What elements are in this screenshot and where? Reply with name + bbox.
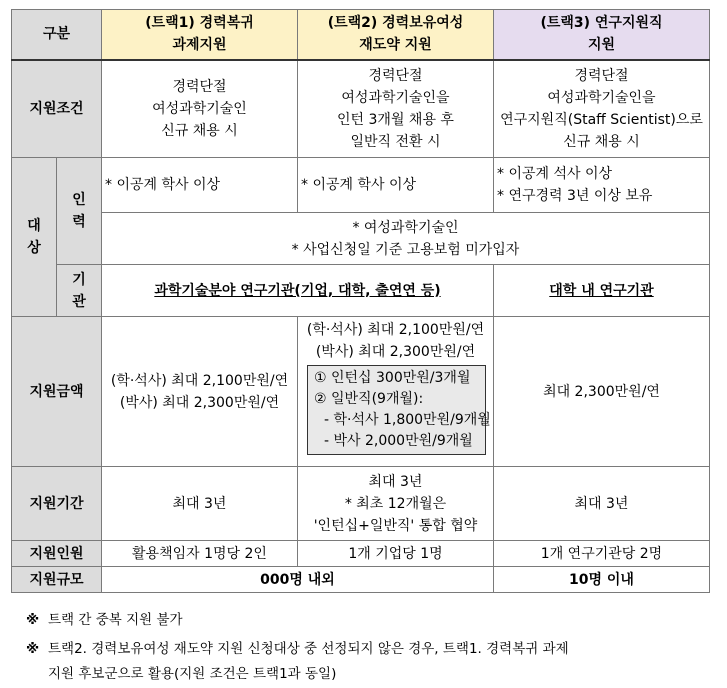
amount-track2-breakdown: ① 인턴십 300만원/3개월 ② 일반직(9개월): - 학·석사 1,800만원/9개월 - 박사 2,000만원/9개월	[307, 365, 486, 455]
period-track3: 최대 3년	[494, 467, 710, 541]
footnote-1	[26, 608, 569, 633]
personnel-count-track1: 활용책임자 1명당 2인	[102, 541, 298, 567]
header-track1: (트랙1) 경력복귀 과제지원	[102, 10, 298, 60]
institution-track12: 과학기술분야 연구기관(기업, 대학, 출연연 등)	[102, 265, 494, 317]
personnel-sublabel: 인 력	[57, 158, 102, 265]
target-label: 대 상	[12, 158, 57, 317]
target-institution-row	[12, 265, 710, 317]
amount-track3: 최대 2,300만원/연	[494, 317, 710, 467]
personnel-track3: * 이공계 석사 이상 * 연구경력 3년 이상 보유	[494, 158, 710, 213]
conditions-label: 지원조건	[12, 60, 102, 158]
period-track2: 최대 3년 * 최초 12개월은 '인턴십+일반직' 통합 협약	[298, 467, 494, 541]
institution-track3: 대학 내 연구기관	[494, 265, 710, 317]
footnotes	[26, 608, 569, 687]
amount-track1: (학·석사) 최대 2,100만원/연 (박사) 최대 2,300만원/연	[102, 317, 298, 467]
conditions-track3: 경력단절 여성과학기술인을 연구지원직(Staff Scientist)으로 신규 채용 시	[494, 60, 710, 158]
amount-row	[12, 317, 710, 467]
personnel-count-track2: 1개 기업당 1명	[298, 541, 494, 567]
personnel-label: 지원인원	[12, 541, 102, 567]
target-personnel-row	[12, 158, 710, 213]
header-track3: (트랙3) 연구지원직 지원	[494, 10, 710, 60]
reference-mark-icon: ※	[26, 612, 40, 628]
header-category: 구분	[12, 10, 102, 60]
target-common-row	[12, 213, 710, 265]
footnote-2	[26, 637, 569, 687]
personnel-count-track3: 1개 연구기관당 2명	[494, 541, 710, 567]
personnel-row	[12, 541, 710, 567]
footnote-2-text: 트랙2. 경력보유여성 재도약 지원 신청대상 중 선정되지 않은 경우, 트랙1. 경력복귀 과제 지원 후보군으로 활용(지원 조건은 트랙1과 동일)	[48, 641, 569, 682]
institution-sublabel: 기 관	[57, 265, 102, 317]
support-table	[11, 9, 710, 593]
conditions-track1: 경력단절 여성과학기술인 신규 채용 시	[102, 60, 298, 158]
personnel-track1: * 이공계 학사 이상	[102, 158, 298, 213]
period-track1: 최대 3년	[102, 467, 298, 541]
conditions-track2: 경력단절 여성과학기술인을 인턴 3개월 채용 후 일반직 전환 시	[298, 60, 494, 158]
reference-mark-icon: ※	[26, 641, 40, 657]
scale-track12: 000명 내외	[102, 567, 494, 593]
header-track2: (트랙2) 경력보유여성 재도약 지원	[298, 10, 494, 60]
personnel-common: * 여성과학기술인 * 사업신청일 기준 고용보험 미가입자	[102, 213, 710, 265]
scale-track3: 10명 이내	[494, 567, 710, 593]
conditions-row	[12, 60, 710, 158]
scale-label: 지원규모	[12, 567, 102, 593]
header-row	[12, 10, 710, 60]
footnote-1-text: 트랙 간 중복 지원 불가	[48, 612, 183, 628]
personnel-track2: * 이공계 학사 이상	[298, 158, 494, 213]
period-row	[12, 467, 710, 541]
amount-track2: (학·석사) 최대 2,100만원/연 (박사) 최대 2,300만원/연 ① 인턴십 300만원/3개월 ② 일반직(9개월): - 학·석사 1,800만원/9개월 - 박사 2,000만원/9개월	[298, 317, 494, 467]
scale-row	[12, 567, 710, 593]
period-label: 지원기간	[12, 467, 102, 541]
amount-label: 지원금액	[12, 317, 102, 467]
